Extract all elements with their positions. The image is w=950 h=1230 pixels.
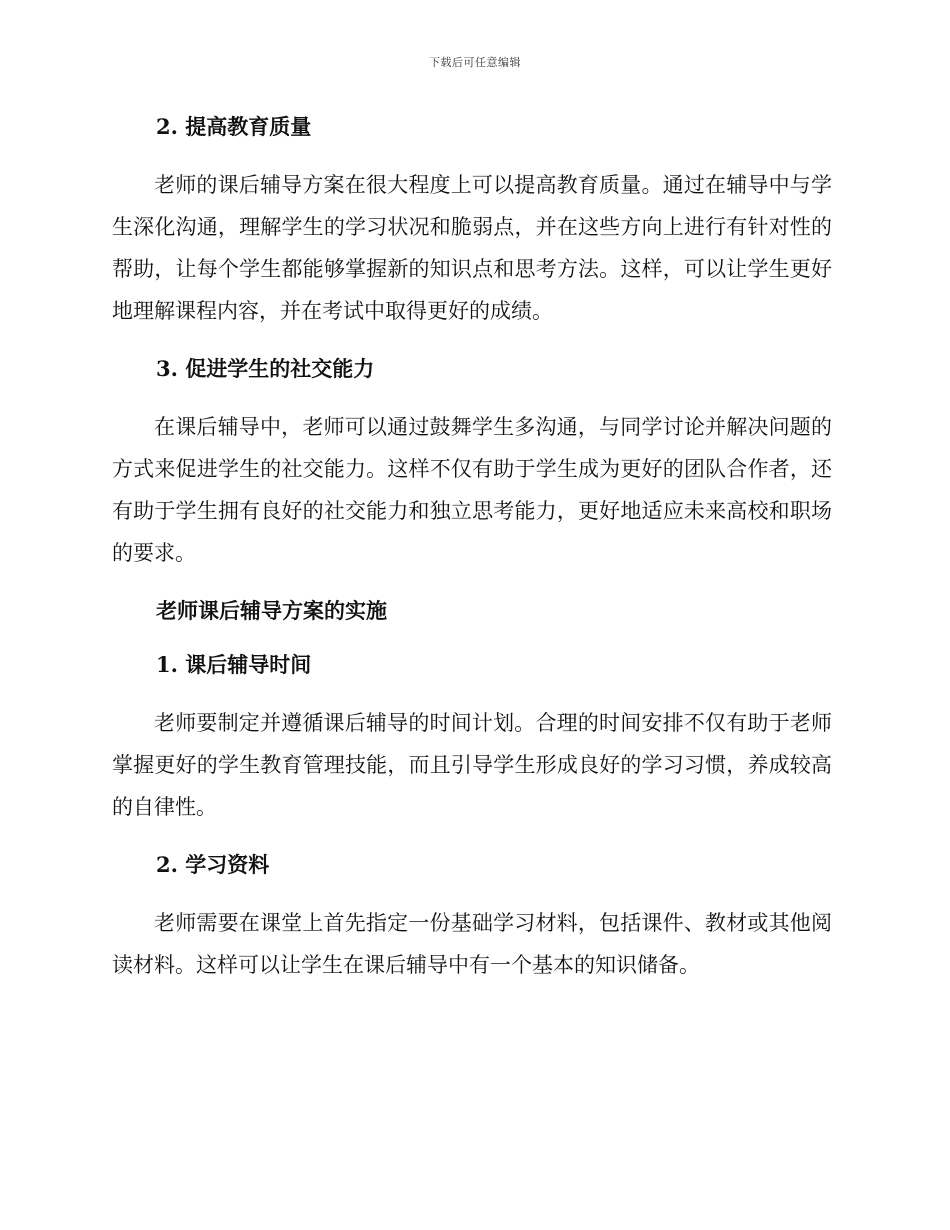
section-heading-social-skills: 3. 促进学生的社交能力 (156, 356, 375, 381)
paragraph-social-skills: 在课后辅导中，老师可以通过鼓舞学生多沟通，与同学讨论并解决问题的方式来促进学生的社交能力。这样不仅有助于学生成为更好的团队合作者，还有助于学生拥有良好的社交能力和独立思考能力，更好地适应未来高校和职场的要求。 (112, 415, 832, 565)
paragraph-study-materials: 老师需要在课堂上首先指定一份基础学习材料，包括课件、教材或其他阅读材料。这样可以让学生在课后辅导中有一个基本的知识储备。 (112, 911, 832, 977)
paragraph-tutoring-time: 老师要制定并遵循课后辅导的时间计划。合理的时间安排不仅有助于老师掌握更好的学生教育管理技能，而且引导学生形成良好的学习习惯，养成较高的自律性。 (112, 711, 832, 819)
document-body (112, 110, 832, 986)
page-header: 下载后可任意编辑 (429, 56, 521, 69)
section-heading-study-materials: 2. 学习资料 (156, 852, 270, 877)
section-heading-improve-quality: 2. 提高教育质量 (156, 114, 312, 139)
section-heading-tutoring-time: 1. 课后辅导时间 (156, 652, 312, 677)
section-heading-implementation: 老师课后辅导方案的实施 (156, 598, 387, 623)
paragraph-improve-quality: 老师的课后辅导方案在很大程度上可以提高教育质量。通过在辅导中与学生深化沟通，理解学生的学习状况和脆弱点，并在这些方向上进行有针对性的帮助，让每个学生都能够掌握新的知识点和思考方法。这样，可以让学生更好地理解课程内容，并在考试中取得更好的成绩。 (112, 173, 832, 323)
